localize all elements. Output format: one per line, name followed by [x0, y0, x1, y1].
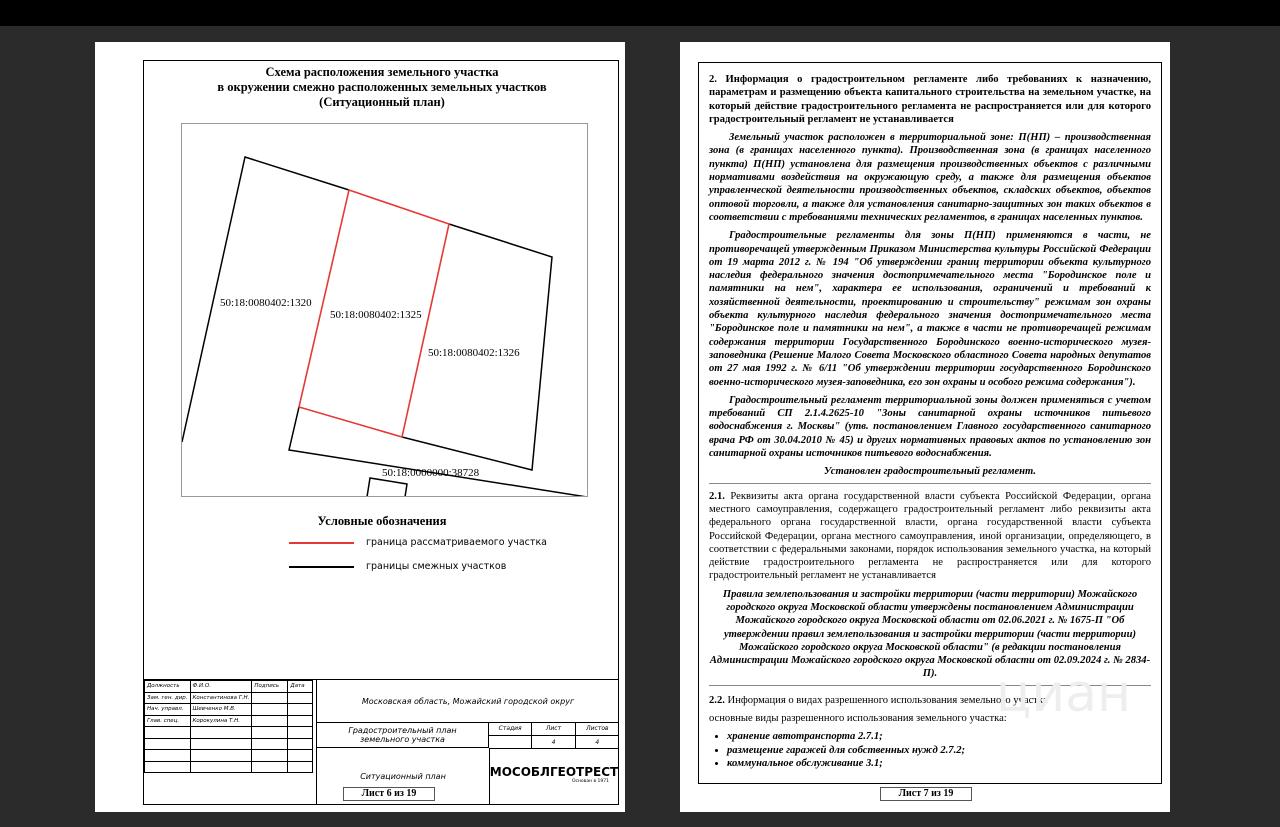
parcel-38728-boundary — [367, 478, 407, 496]
parcel-label: 50:18:0080402:1320 — [220, 297, 312, 309]
title-block: Должность Ф.И.О. Подпись Дата Зам. ген. дир. Константинова Г.Н. Нач. управл. Шевченко М.В. Глав. спец. Корокулина Т.Н. Московская область, Можайский городской округ Градостроительный план земельного участка Стадия Лист Листов 4 4 Ситуационный план МОСОБЛГЕОТРЕСТ Основан в 1971 — [144, 679, 618, 805]
section-2-2: 2.2. Информация о видах разрешенного использования земельного участка — [709, 694, 1048, 706]
scheme-title: Схема расположения земельного участка в окружении смежно расположенных земельных участков (Ситуационный план) — [217, 65, 547, 109]
rules-reference: Правила землепользования и застройки территории (части территории) Можайского городского округа Московской области утверждены постановлением Администрации Можайского городского округа Московской области от 02.06.2021 г. № 1675-П "Об утверждении правил землепользования и застройки территории (части территории) Можайского городского округа Московской области" (в редакции постановления Администрации Можайского городского округа Московской области от 02.09.2024 г. № 2834-П). — [709, 588, 1151, 680]
page-6 — [95, 42, 625, 812]
watermark: циан — [995, 664, 1131, 724]
parcel-label: 50:18:0080402:1326 — [428, 347, 520, 359]
parcel-label: 50:18:0000000:38728 — [382, 467, 480, 479]
page-indicator: Лист 6 из 19 — [343, 787, 435, 801]
company-logo: МОСОБЛГЕОТРЕСТ Основан в 1971 — [489, 765, 619, 784]
established-note: Установлен градостроительный регламент. — [823, 466, 1037, 478]
section-2-heading: 2. Информация о градостроительном регламенте либо требованиях к назначению, параметрам и размещению объекта капитального строительства на земельном участке, на который действие градостроительного регламента не распространяется или для которого градостроительный регламент не устанавливается — [709, 74, 1151, 125]
document-name: Градостроительный план земельного участка — [317, 722, 489, 748]
top-bar — [0, 0, 1280, 26]
situation-map — [181, 123, 588, 497]
page-7 — [680, 42, 1170, 812]
main-uses-label: основные виды разрешенного использования земельного участка: — [709, 713, 1007, 725]
text-frame — [698, 62, 1162, 784]
signatures-table: Должность Ф.И.О. Подпись Дата Зам. ген. дир. Константинова Г.Н. Нач. управл. Шевченко М.В. Глав. спец. Корокулина Т.Н. — [144, 680, 313, 773]
legend-title: Условные обозначения — [317, 514, 447, 528]
zone-paragraph: Земельный участок расположен в территориальной зоне: П(НП) – производственная зона (в границах населенного пункта). Производственная зона (в границах населенного пункта) П(НП) установлена для размещения производственных объектов с различными нормативами воздействия на окружающую среду, а также для размещения объектов управленческой деятельности производственных объектов, складских объектов, объектов оптовой торговли, а также для установления санитарно-защитных зон таких объектов в соответствии с требованиями технических регламентов, в границах населенных пунктов. — [709, 132, 1151, 223]
location: Московская область, Можайский городской округ — [317, 680, 619, 723]
list-item: • коммунальное обслуживание 3.1; — [727, 757, 1151, 770]
list-item: • размещение гаражей для собственных нужд 2.7.2; — [727, 744, 1151, 757]
parcel-label: 50:18:0080402:1325 — [330, 309, 422, 321]
section-2-1: 2.1. Реквизиты акта органа государственной власти субъекта Российской Федерации, органа местного самоуправления, содержащего градостроительный регламент либо реквизиты акта федерального органа государственной власти, органа государственной власти субъекта Российской Федерации, органа местного самоуправления, иной организации, определяющего, в соответствии с федеральными законами, порядок использования земельного участка, на который действие градостроительного регламента не распространяется или для которого градостроительный регламент не устанавливается — [709, 490, 1151, 582]
permitted-uses-list — [709, 730, 1151, 770]
red-line-swatch — [289, 542, 354, 544]
legend-item: границы смежных участков — [289, 561, 506, 572]
list-item: • хранение автотранспорта 2.7.1; — [727, 730, 1151, 743]
drawing-frame — [143, 60, 619, 805]
black-line-swatch — [289, 566, 354, 568]
divider — [709, 685, 1151, 686]
legend-item: граница рассматриваемого участка — [289, 537, 547, 548]
regulation-paragraph: Градостроительные регламенты для зоны П(НП) применяются в части, не противоречащей утвержденным Приказом Министерства культуры Российской Федерации от 19 марта 2012 г. № 194 "Об утверждении границ территории объекта культурного наследия федерального значения достопримечательного места "Бородинское поле и памятники на нем", характера ее использования, ограничений и требований к хозяйственной деятельности, проектированию и строительству" режимам зон охраны объекта культурного наследия федерального значения достопримечательного места "Бородинское поле и памятники на нем", а также в части не противоречащей режимам содержания территории Государственного Бородинского военно-исторического музея-заповедника (Решение Малого Совета Московского областного Совета народных депутатов от 27 мая 1992 г. № 6/11 "Об утверждении территории государственного Бородинского военно-исторического музея-заповедника, его зон охраны и особого режима содержания"). — [709, 230, 1151, 388]
page-indicator: Лист 7 из 19 — [880, 787, 972, 801]
parcel-38728-boundary — [289, 407, 587, 496]
sanitary-paragraph: Градостроительный регламент территориальной зоны должен применяться с учетом требований СП 2.1.4.2625-10 "Зоны санитарной охраны источников питьевого водоснабжения г. Москвы" (утв. постановлением Главного государственного санитарного врача РФ от 30.04.2010 № 45) и других нормативных правовых актов по установлению зон санитарной охраны источников питьевого водоснабжения. — [709, 394, 1151, 460]
plan-name: Ситуационный план — [317, 749, 490, 804]
divider — [709, 483, 1151, 484]
